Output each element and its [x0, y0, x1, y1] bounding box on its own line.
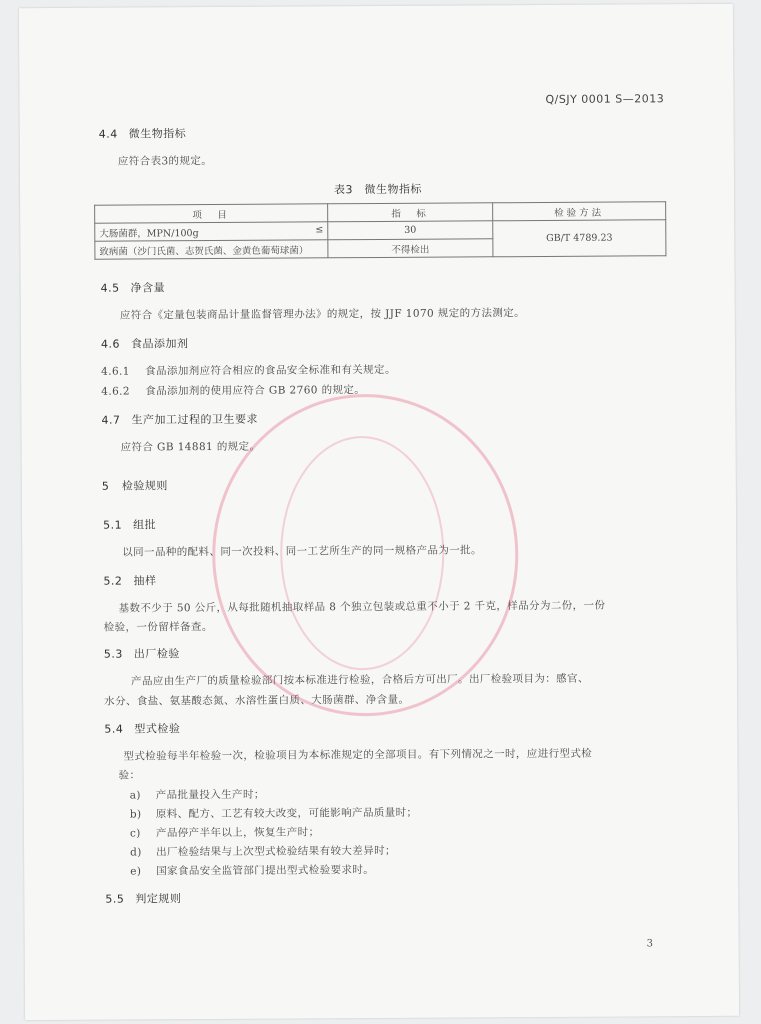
list-marker: b) — [129, 808, 142, 821]
section-title: 出厂检验 — [133, 647, 180, 661]
section-5-3-heading — [104, 645, 180, 661]
section-number: 5 — [101, 479, 110, 493]
section-title: 抽样 — [133, 574, 157, 588]
list-item — [130, 824, 320, 840]
clause-text: 食品添加剂的使用应符合 GB 2760 的规定。 — [145, 384, 366, 398]
table-header-method: 检验方法 — [493, 202, 666, 221]
section-number: 4.6 — [100, 337, 121, 351]
section-4-6-heading — [101, 335, 189, 352]
table-cell-method: GB/T 4789.23 — [493, 220, 666, 257]
list-marker: d) — [130, 846, 142, 859]
clause-text: 食品添加剂应符合相应的食品安全标准和有关规定。 — [145, 363, 396, 378]
section-title: 生产加工过程的卫生要求 — [131, 412, 258, 427]
table-header-item: 项 目 — [95, 204, 328, 223]
clause-4-6-2 — [101, 382, 365, 399]
list-text: 出厂检验结果与上次型式检验结果有较大差异时； — [156, 844, 396, 859]
section-number: 5.4 — [104, 722, 124, 736]
section-5-2-text-line-1: 基数不少于 50 公斤，从每批随机抽取样品 8 个独立包装或总重不小于 2 千克，样品分为二份，一份 — [118, 599, 606, 615]
table-3-caption: 表3 微生物指标 — [333, 182, 423, 197]
list-text: 产品批量投入生产时； — [155, 788, 265, 802]
section-5-3-text-line-2: 水分、食盐、氨基酸态氮、水溶性蛋白质、大肠菌群、净含量。 — [104, 693, 410, 708]
chapter-5-heading — [102, 477, 168, 493]
list-item — [130, 862, 374, 878]
table-cell-item — [95, 222, 328, 241]
section-4-4-heading — [99, 125, 187, 142]
section-number: 5.2 — [103, 574, 123, 588]
section-5-3-text-line-1: 产品应由生产厂的质量检验部门按本标准进行检验，合格后方可出厂。出厂检验项目为：感官、 — [130, 672, 589, 688]
table-cell-value: 不得检出 — [328, 239, 493, 258]
table-header-index: 指 标 — [328, 203, 493, 222]
section-4-5-text: 应符合《定量包装商品计量监督管理办法》的规定，按 JJF 1070 规定的方法测定。 — [119, 307, 526, 322]
section-number: 5.1 — [103, 518, 123, 532]
section-number: 4.4 — [98, 127, 118, 141]
list-item — [130, 787, 265, 803]
section-number: 4.5 — [100, 281, 120, 295]
table-cell-value: 30 — [328, 221, 493, 240]
list-marker: a) — [129, 789, 141, 802]
clause-number: 4.6.1 — [101, 365, 130, 378]
section-title: 判定规则 — [135, 892, 182, 906]
section-4-4-text: 应符合表3的规定。 — [117, 155, 213, 168]
section-number: 5.5 — [105, 892, 125, 906]
item-name: 大肠菌群，MPN/100g — [99, 227, 199, 240]
table-cell-item: 致病菌（沙门氏菌、志贺氏菌、金黄色葡萄球菌） — [95, 240, 328, 259]
table-row — [95, 220, 666, 241]
section-4-5-heading — [101, 279, 166, 295]
list-marker: e) — [130, 865, 142, 878]
section-5-2-text-line-2: 检验，一份留样备查。 — [103, 621, 213, 634]
section-5-5-heading — [105, 890, 181, 906]
section-5-4-heading — [104, 720, 180, 736]
document-page — [19, 4, 739, 1020]
section-title: 型式检验 — [134, 722, 181, 736]
microbial-table — [94, 201, 666, 259]
list-text: 国家食品安全监管部门提出型式检验要求时。 — [156, 864, 375, 878]
section-4-7-text: 应符合 GB 14881 的规定。 — [120, 440, 261, 454]
list-text: 原料、配方、工艺有较大改变，可能影响产品质量时； — [155, 806, 418, 821]
section-title: 微生物指标 — [128, 127, 187, 141]
list-item — [130, 805, 418, 822]
comparison-symbol: ≤ — [315, 223, 324, 235]
section-title: 食品添加剂 — [130, 337, 189, 351]
section-5-2-heading — [103, 572, 156, 588]
clause-4-6-1 — [101, 362, 396, 379]
section-5-4-text-line-1: 型式检验每半年检验一次，检验项目为本标准规定的全部项目。有下列情况之一时，应进行型式检 — [123, 747, 593, 763]
clause-number: 4.6.2 — [101, 385, 131, 398]
list-text: 产品停产半年以上，恢复生产时； — [155, 826, 320, 840]
section-title: 检验规则 — [121, 479, 168, 493]
document-code: Q/SJY 0001 S—2013 — [545, 92, 665, 106]
list-item — [130, 843, 396, 860]
section-title: 净含量 — [130, 281, 166, 295]
section-number: 5.3 — [103, 647, 123, 661]
section-4-7-heading — [101, 411, 258, 428]
list-marker: c) — [129, 827, 141, 840]
page-number: 3 — [646, 938, 654, 950]
section-number: 4.7 — [101, 413, 121, 427]
section-5-4-text-line-2: 验： — [118, 769, 141, 782]
section-5-1-text: 以同一品种的配料、同一次投料、同一工艺所生产的同一规格产品为一批。 — [122, 544, 482, 559]
section-5-1-heading — [103, 516, 156, 532]
section-title: 组批 — [133, 518, 157, 532]
